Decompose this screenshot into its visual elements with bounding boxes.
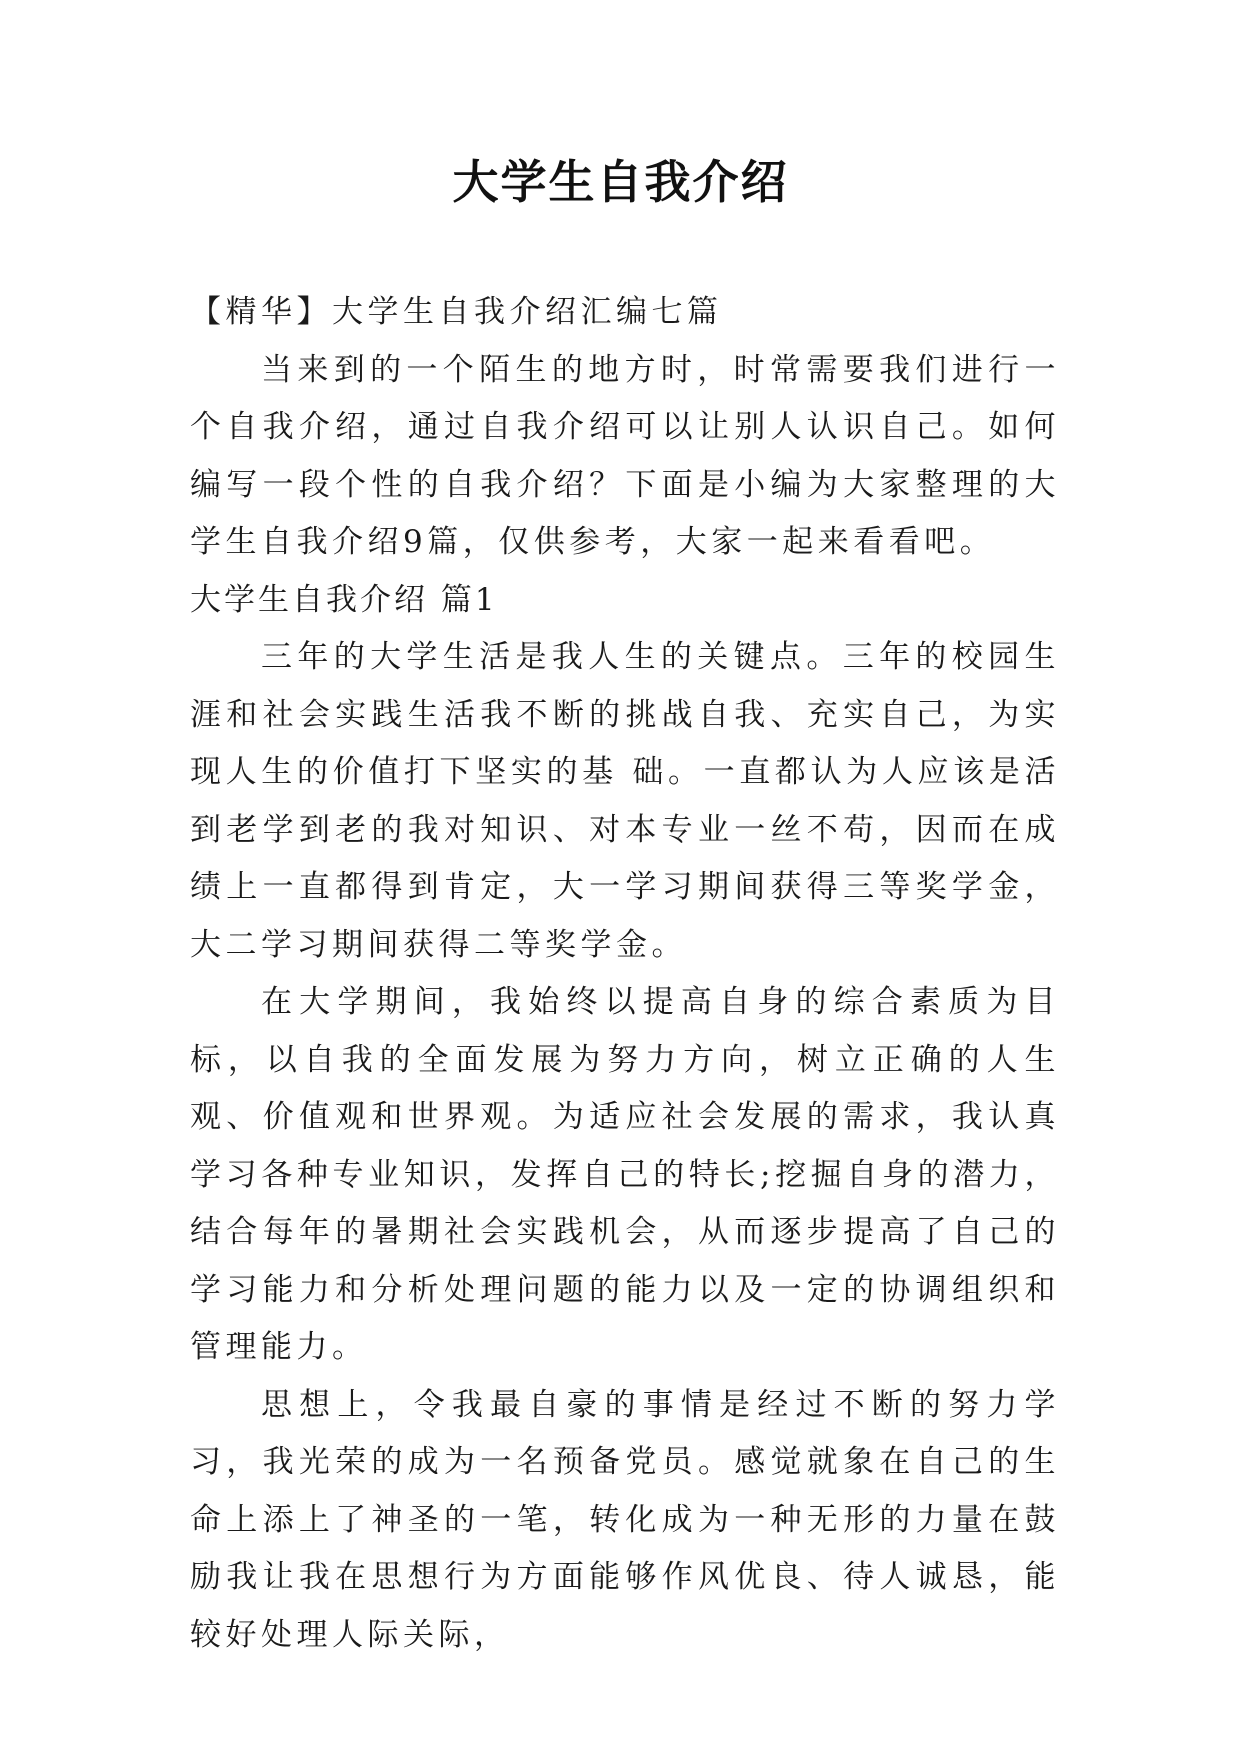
document-title: 大学生自我介绍 — [452, 155, 789, 209]
document-subtitle: 【精华】大学生自我介绍汇编七篇 — [190, 294, 723, 330]
document-body — [190, 284, 1060, 1664]
section-heading: 大学生自我介绍 篇1 — [190, 581, 498, 618]
body-paragraph-3: 思想上，令我最自豪的事情是经过不断的努力学习，我光荣的成为一名预备党员。感觉就象在自己的生命上添上了神圣的一笔，转化成为一种无形的力量在鼓励我让我在思想行为方面能够作风优良、待人诚恳，能较好处理人际关际， — [190, 1386, 1060, 1653]
intro-paragraph: 当来到的一个陌生的地方时，时常需要我们进行一个自我介绍，通过自我介绍可以让别人认识自己。如何编写一段个性的自我介绍？下面是小编为大家整理的大学生自我介绍9篇，仅供参考，大家一起来看看吧。 — [190, 351, 1060, 560]
body-paragraph-2: 在大学期间，我始终以提高自身的综合素质为目标，以自我的全面发展为努力方向，树立正确的人生观、价值观和世界观。为适应社会发展的需求，我认真学习各种专业知识，发挥自己的特长;挖掘自身的潜力，结合每年的暑期社会实践机会，从而逐步提高了自己的学习能力和分析处理问题的能力以及一定的协调组织和管理能力。 — [190, 984, 1060, 1365]
body-paragraph-1: 三年的大学生活是我人生的关键点。三年的校园生涯和社会实践生活我不断的挑战自我、充实自己，为实现人生的价值打下坚实的基 础。一直都认为人应该是活到老学到老的我对知识、对本专业一丝不苟，因而在成绩上一直都得到肯定，大一学习期间获得三等奖学金，大二学习期间获得二等奖学金。 — [190, 639, 1060, 963]
